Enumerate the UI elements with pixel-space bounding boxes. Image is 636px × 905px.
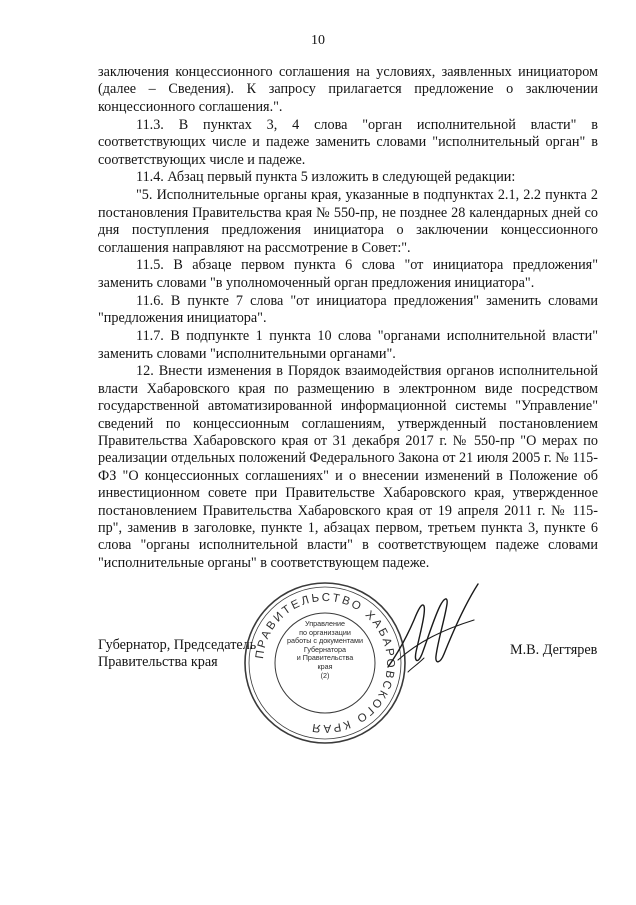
signer-title-line2: Правительства края xyxy=(98,654,218,670)
stamp-center-text xyxy=(282,620,368,680)
signer-title-line1: Губернатор, Председатель xyxy=(98,637,257,653)
stamp-line: работы с документами xyxy=(287,636,363,646)
stamp-line: (2) xyxy=(320,670,330,680)
paragraph-11-6: 11.6. В пункте 7 слова "от инициатора предложения" заменить словами "предложения инициатора". xyxy=(98,292,598,327)
handwritten-signature xyxy=(378,572,498,692)
stamp-line: Губернатора xyxy=(303,644,347,654)
stamp-line: Управление xyxy=(305,619,345,628)
page-number: 10 xyxy=(311,33,325,48)
stamp-ring-text: ПРАВИТЕЛЬСТВО ХАБАРОВСКОГО КРАЯ xyxy=(253,591,397,735)
stamp-line: по организации xyxy=(299,627,351,637)
paragraph-quote-5: "5. Исполнительные органы края, указанные в подпунктах 2.1, 2.2 пункта 2 постановления Правительства края № 550-пр, не позднее 28 календарных дней со дня поступления предложения инициатора о заключении концессионного соглашения направляют на рассмотрение в Совет:". xyxy=(98,187,598,256)
signature-block xyxy=(0,580,636,740)
paragraph-11-3: 11.3. В пунктах 3, 4 слова "орган исполнительной власти" в соответствующих числе и падеже заменить словами "исполнительный орган" в соответствующих числе и падеже. xyxy=(98,116,598,168)
document-body xyxy=(98,64,598,573)
stamp-line: и Правительства xyxy=(296,653,354,663)
signer-title xyxy=(98,637,256,671)
stamp-line: края xyxy=(317,661,333,671)
paragraph-11-4: 11.4. Абзац первый пункта 5 изложить в следующей редакции: xyxy=(136,169,516,186)
paragraph-11-5: 11.5. В абзаце первом пункта 6 слова "от инициатора предложения" заменить словами "в уполномоченный орган предложения инициатора". xyxy=(98,257,598,291)
paragraph-11-7: 11.7. В подпункте 1 пункта 10 слова "органами исполнительной власти" заменить словами "исполнительными органами". xyxy=(98,328,598,362)
paragraph-12: 12. Внести изменения в Порядок взаимодействия органов исполнительной власти Хабаровского края по размещению в электронном виде посредством государственной автоматизированной информационной системы "Управление" сведений по концессионным соглашениям, утвержденный постановлением Правительства Хабаровского края от 31 декабря 2017 г. № 550-пр "О мерах по реализации отдельных положений Федерального Закона от 21 июля 2005 г. № 115-ФЗ "О концессионных соглашениях" и о внесении изменений в Положение об инвестиционном совете при Правительстве Хабаровского края, утвержденное постановлением Правительства Хабаровского края от 19 апреля 2011 г. № 115-пр", заменив в заголовке, пункте 1, абзацах первом, третьем пункта 3, пункте 6 слова "органы исполнительной власти" в соответствующем падеже словами "исполнительные органы" в соответствующем падеже. xyxy=(98,363,598,571)
signer-name: М.В. Дегтярев xyxy=(510,642,598,658)
paragraph-continuation: заключения концессионного соглашения на условиях, заявленных инициатором (далее – Сведения). К запросу прилагается предложение о заключении концессионного соглашения.". xyxy=(98,64,598,115)
